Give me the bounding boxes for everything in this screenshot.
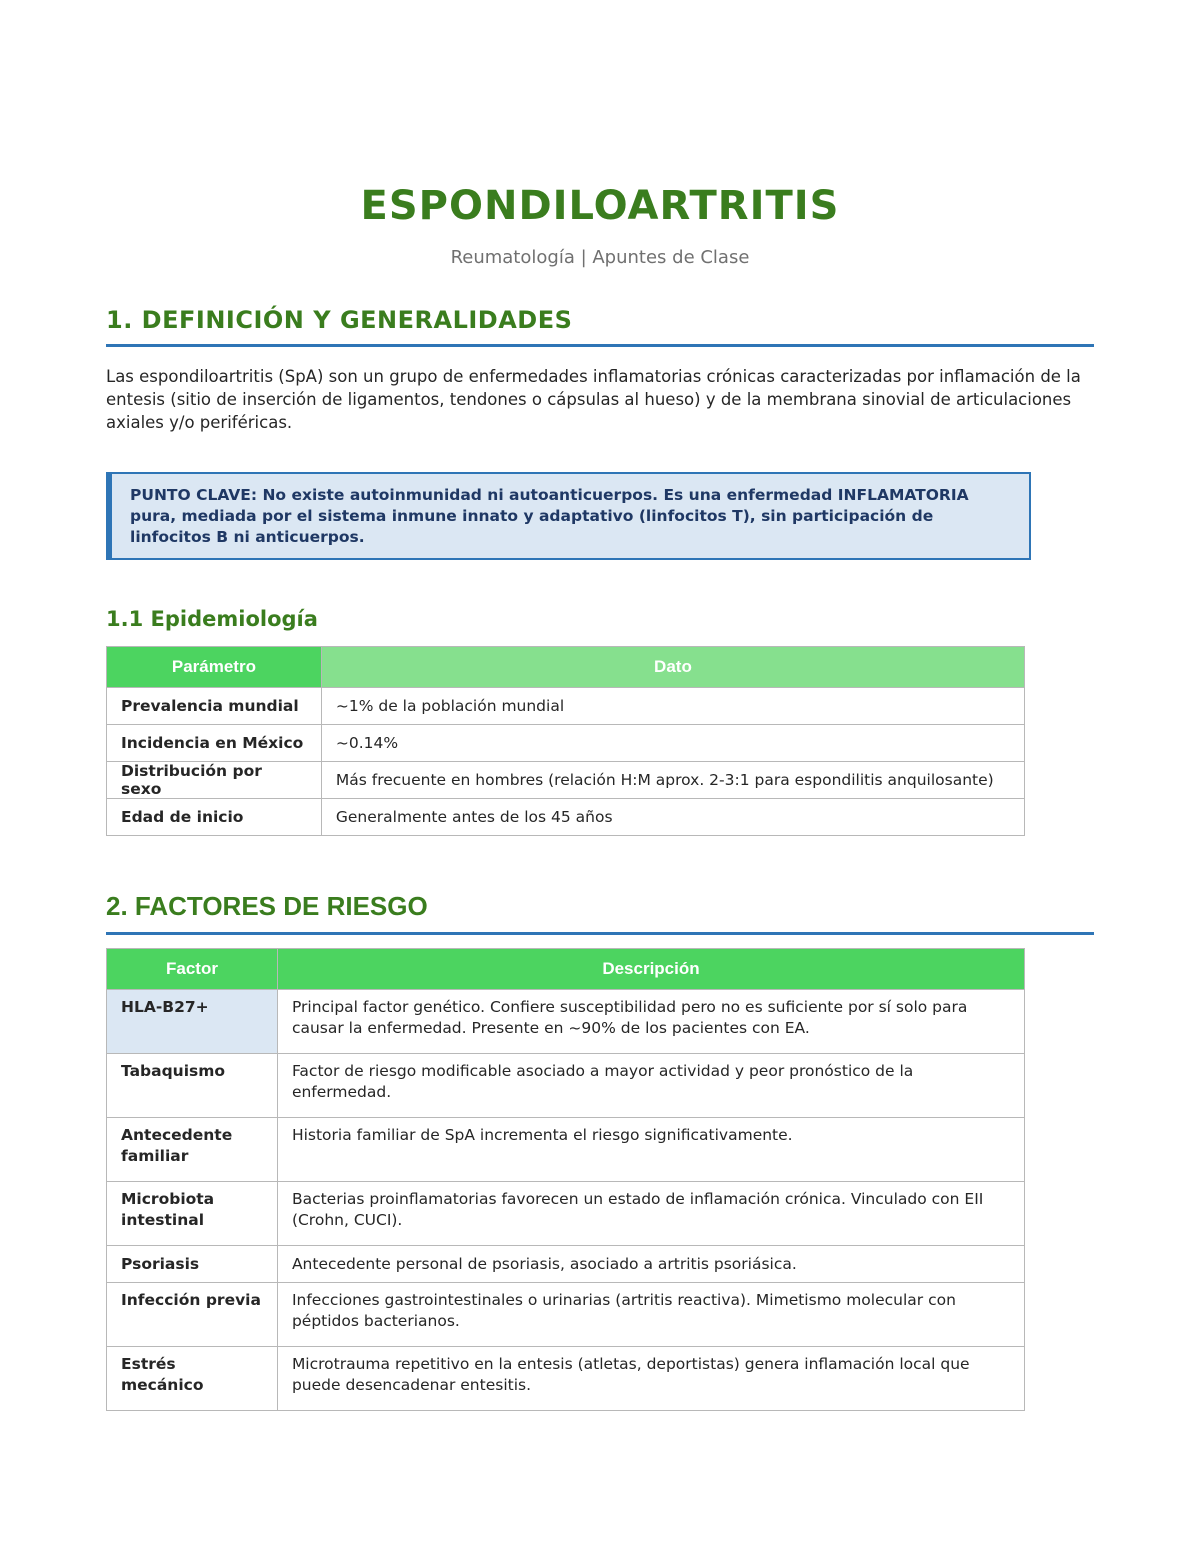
table-header-row [107, 647, 1025, 688]
definition-paragraph: Las espondiloartritis (SpA) son un grupo de enfermedades inflamatorias crónicas caracterizadas por inflamación de la entesis (sitio de inserción de ligamentos, tendones o cápsulas al hueso) y de la membrana sinovial de articulaciones axiales y/o periféricas. [106, 367, 1081, 432]
table-cell-factor: Psoriasis [107, 1246, 278, 1283]
key-point-callout: PUNTO CLAVE: No existe autoinmunidad ni autoanticuerpos. Es una enfermedad INFLAMATORIA pura, mediada por el sistema inmune innato y adaptativo (linfocitos T), sin participación de linfocitos B ni anticuerpos. [106, 472, 1031, 560]
table-cell-description: Antecedente personal de psoriasis, asociado a artritis psoriásica. [277, 1246, 1024, 1283]
table-cell-value: ~0.14% [321, 725, 1024, 762]
section-heading-risk-factors: 2. FACTORES DE RIESGO [106, 891, 1094, 935]
table-cell-value: ~1% de la población mundial [321, 688, 1024, 725]
table-row [107, 762, 1025, 799]
table-cell-description: Bacterias proinflamatorias favorecen un estado de inflamación crónica. Vinculado con EII (Crohn, CUCI). [277, 1182, 1024, 1246]
table-cell-description: Principal factor genético. Confiere susceptibilidad pero no es suficiente por sí solo para causar la enfermedad. Presente en ~90% de los pacientes con EA. [277, 990, 1024, 1054]
document-subtitle: Reumatología | Apuntes de Clase [450, 247, 750, 268]
table-cell-description: Factor de riesgo modificable asociado a mayor actividad y peor pronóstico de la enfermedad. [277, 1054, 1024, 1118]
epidemiology-table [106, 646, 1025, 836]
column-header-parameter: Parámetro [107, 647, 322, 688]
table-cell-value: Generalmente antes de los 45 años [321, 799, 1024, 836]
table-cell-description: Historia familiar de SpA incrementa el riesgo significativamente. [277, 1118, 1024, 1182]
table-cell-factor: Infección previa [107, 1283, 278, 1347]
table-cell-value: Más frecuente en hombres (relación H:M aprox. 2-3:1 para espondilitis anquilosante) [321, 762, 1024, 799]
table-row [107, 799, 1025, 836]
table-row [107, 725, 1025, 762]
table-cell-description: Infecciones gastrointestinales o urinarias (artritis reactiva). Mimetismo molecular con péptidos bacterianos. [277, 1283, 1024, 1347]
table-row [107, 1054, 1025, 1118]
table-row [107, 990, 1025, 1054]
table-row [107, 1118, 1025, 1182]
table-cell-parameter: Distribución por sexo [107, 762, 322, 799]
table-cell-parameter: Incidencia en México [107, 725, 322, 762]
table-cell-factor: Microbiota intestinal [107, 1182, 278, 1246]
table-header-row [107, 949, 1025, 990]
table-row [107, 688, 1025, 725]
table-cell-factor: HLA-B27+ [107, 990, 278, 1054]
section-heading-definition: 1. DEFINICIÓN Y GENERALIDADES [106, 306, 1094, 347]
column-header-data: Dato [321, 647, 1024, 688]
document-title: ESPONDILOARTRITIS [360, 183, 840, 229]
table-cell-factor: Tabaquismo [107, 1054, 278, 1118]
table-row [107, 1347, 1025, 1411]
column-header-factor: Factor [107, 949, 278, 990]
column-header-description: Descripción [277, 949, 1024, 990]
table-cell-description: Microtrauma repetitivo en la entesis (atletas, deportistas) genera inflamación local que puede desencadenar entesitis. [277, 1347, 1024, 1411]
table-cell-factor: Estrés mecánico [107, 1347, 278, 1411]
subsection-heading-epidemiology: 1.1 Epidemiología [106, 607, 318, 631]
risk-factors-table [106, 948, 1025, 1411]
table-row [107, 1246, 1025, 1283]
table-cell-factor: Antecedente familiar [107, 1118, 278, 1182]
table-cell-parameter: Edad de inicio [107, 799, 322, 836]
table-row [107, 1283, 1025, 1347]
table-row [107, 1182, 1025, 1246]
table-cell-parameter: Prevalencia mundial [107, 688, 322, 725]
